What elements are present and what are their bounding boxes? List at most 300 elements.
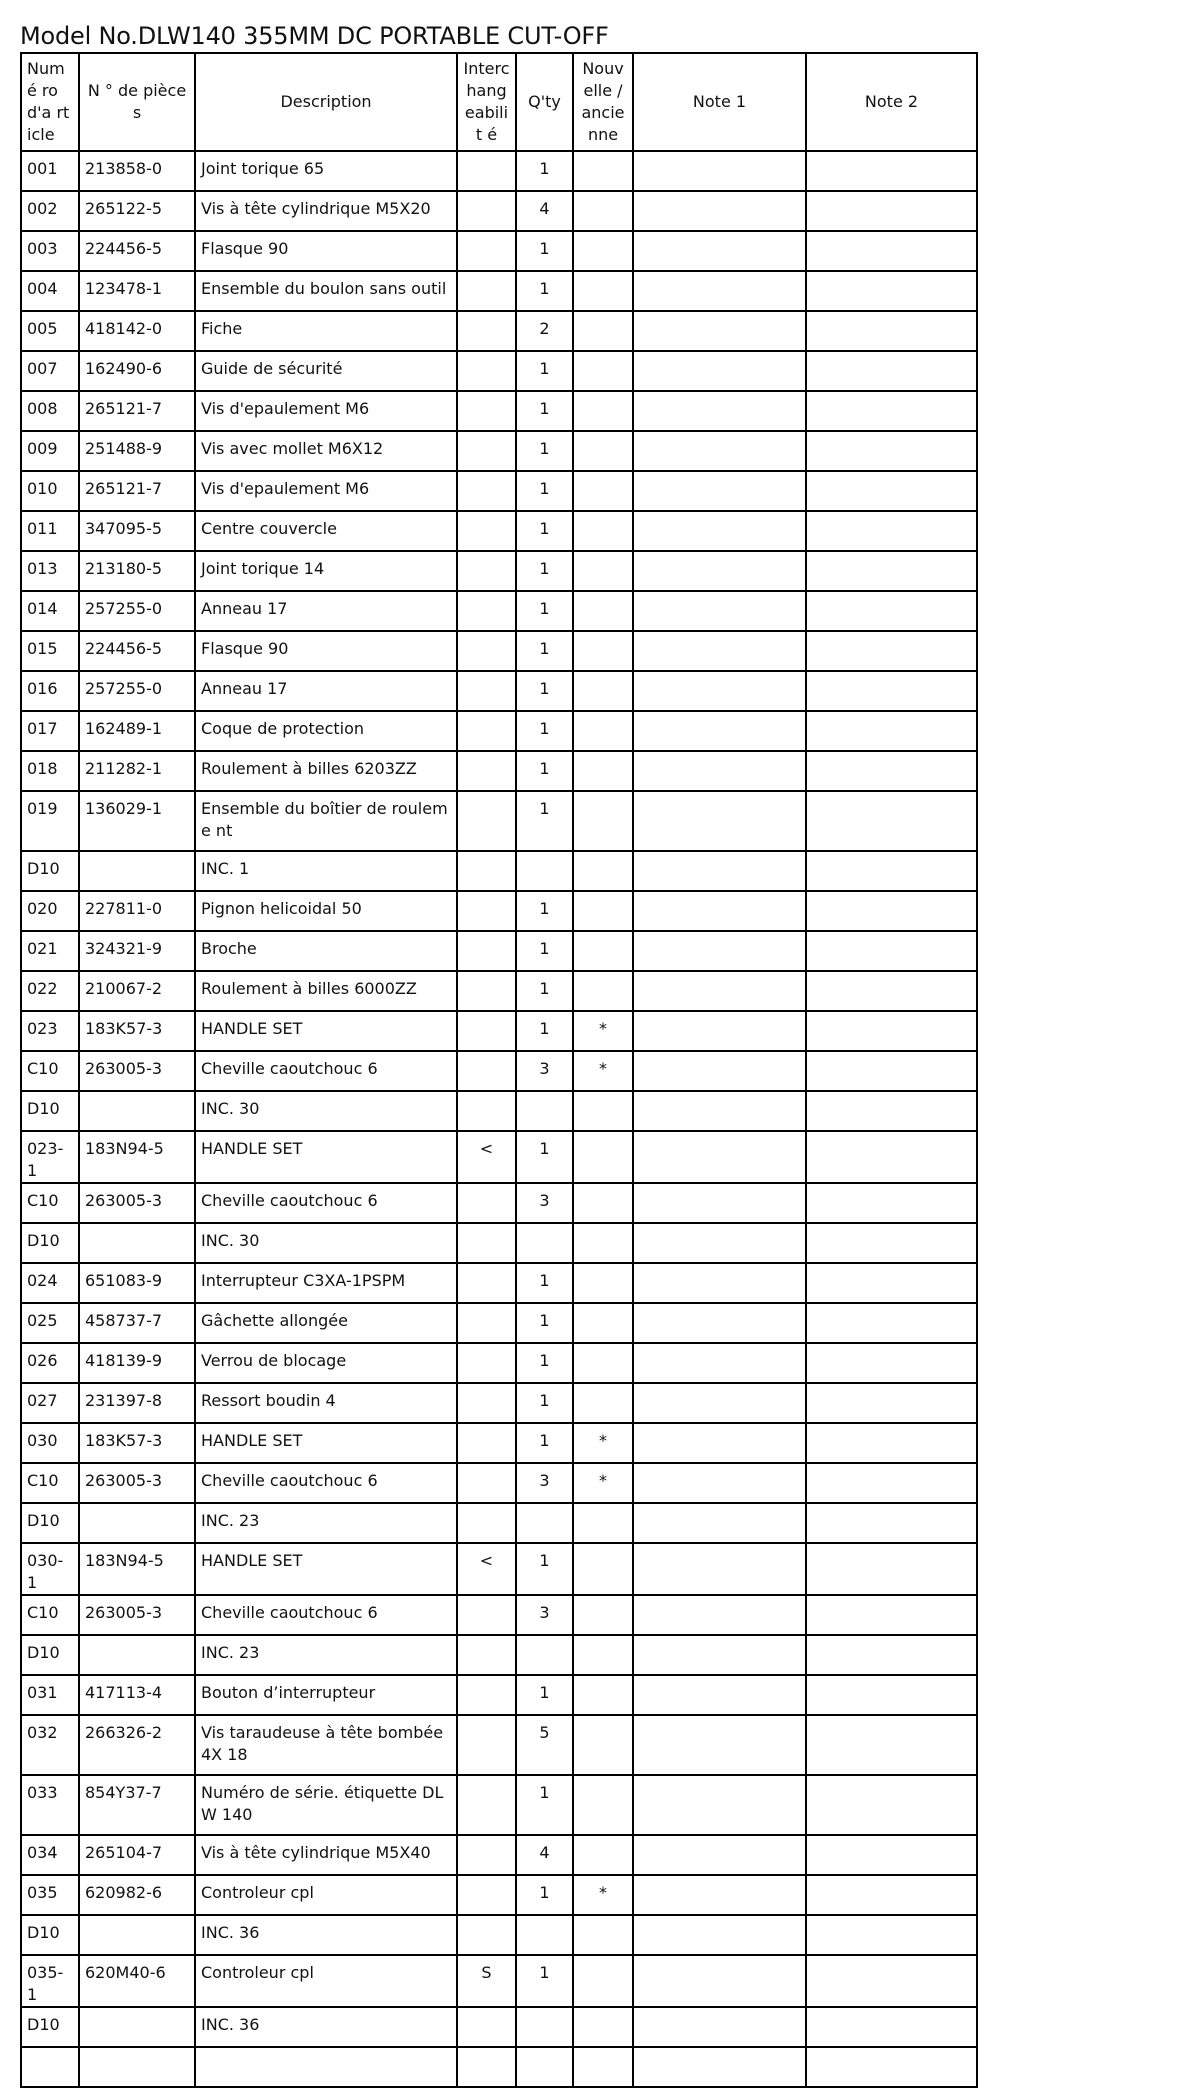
quantity-cell: 1 [516, 971, 573, 1011]
interchangeability-cell [457, 1091, 516, 1131]
new-old-cell: * [573, 1051, 633, 1091]
item-number-cell: 025 [21, 1303, 79, 1343]
part-number-cell: 418142-0 [79, 311, 195, 351]
part-number-cell [79, 1635, 195, 1675]
description-cell: Verrou de blocage [195, 1343, 457, 1383]
quantity-cell [516, 851, 573, 891]
description-cell: Vis à tête cylindrique M5X20 [195, 191, 457, 231]
table-row [21, 431, 977, 471]
quantity-cell: 1 [516, 1875, 573, 1915]
new-old-cell: * [573, 1423, 633, 1463]
note-1-cell [633, 1463, 806, 1503]
part-number-cell: 257255-0 [79, 591, 195, 631]
description-cell: Cheville caoutchouc 6 [195, 1051, 457, 1091]
quantity-cell: 3 [516, 1595, 573, 1635]
table-row [21, 231, 977, 271]
description-cell: Bouton d’interrupteur [195, 1675, 457, 1715]
item-number-cell: 017 [21, 711, 79, 751]
quantity-cell: 1 [516, 791, 573, 851]
item-number-cell: 035 [21, 1875, 79, 1915]
quantity-cell: 5 [516, 1715, 573, 1775]
description-cell: Numéro de série. étiquette DLW 140 [195, 1775, 457, 1835]
quantity-cell: 4 [516, 191, 573, 231]
note-1-cell [633, 591, 806, 631]
note-2-cell [806, 1131, 977, 1183]
note-2-cell [806, 1955, 977, 2007]
quantity-cell: 3 [516, 1183, 573, 1223]
quantity-cell: 2 [516, 311, 573, 351]
note-2-cell [806, 551, 977, 591]
new-old-cell [573, 1091, 633, 1131]
item-number-cell: 015 [21, 631, 79, 671]
note-1-cell [633, 1543, 806, 1595]
quantity-cell: 1 [516, 1775, 573, 1835]
description-cell: INC. 36 [195, 2007, 457, 2047]
description-cell: Ensemble du boulon sans outil [195, 271, 457, 311]
table-row [21, 791, 977, 851]
header-note-2: Note 2 [806, 53, 977, 151]
note-2-cell [806, 431, 977, 471]
quantity-cell: 3 [516, 1463, 573, 1503]
quantity-cell: 1 [516, 1263, 573, 1303]
table-row [21, 971, 977, 1011]
header-part-number: N ° de pièces [79, 53, 195, 151]
item-number-cell: 004 [21, 271, 79, 311]
note-1-cell [633, 1775, 806, 1835]
note-2-cell [806, 1091, 977, 1131]
header-new-old: Nouv elle / ancie nne [573, 53, 633, 151]
quantity-cell: 1 [516, 751, 573, 791]
interchangeability-cell [457, 1595, 516, 1635]
description-cell: Roulement à billes 6203ZZ [195, 751, 457, 791]
note-2-cell [806, 1343, 977, 1383]
note-2-cell [806, 971, 977, 1011]
description-cell: Ressort boudin 4 [195, 1383, 457, 1423]
interchangeability-cell [457, 671, 516, 711]
quantity-cell [516, 2047, 573, 2087]
new-old-cell [573, 1383, 633, 1423]
note-1-cell [633, 2007, 806, 2047]
item-number-cell: 023 [21, 1011, 79, 1051]
description-cell: Broche [195, 931, 457, 971]
table-row [21, 2047, 977, 2087]
part-number-cell [79, 2047, 195, 2087]
interchangeability-cell [457, 471, 516, 511]
table-row [21, 1423, 977, 1463]
note-2-cell [806, 391, 977, 431]
item-number-cell: 030 [21, 1423, 79, 1463]
new-old-cell [573, 791, 633, 851]
description-cell: Vis d'epaulement M6 [195, 391, 457, 431]
part-number-cell: 224456-5 [79, 231, 195, 271]
note-2-cell [806, 311, 977, 351]
note-1-cell [633, 191, 806, 231]
part-number-cell: 265122-5 [79, 191, 195, 231]
part-number-cell: 213180-5 [79, 551, 195, 591]
interchangeability-cell [457, 1183, 516, 1223]
table-row [21, 1051, 977, 1091]
item-number-cell: 016 [21, 671, 79, 711]
item-number-cell: 007 [21, 351, 79, 391]
table-row [21, 1303, 977, 1343]
description-cell: INC. 30 [195, 1223, 457, 1263]
description-cell: Roulement à billes 6000ZZ [195, 971, 457, 1011]
note-2-cell [806, 1543, 977, 1595]
note-1-cell [633, 1423, 806, 1463]
note-1-cell [633, 1343, 806, 1383]
interchangeability-cell [457, 1715, 516, 1775]
table-row [21, 591, 977, 631]
part-number-cell: 257255-0 [79, 671, 195, 711]
quantity-cell: 1 [516, 671, 573, 711]
interchangeability-cell [457, 1875, 516, 1915]
part-number-cell: 162490-6 [79, 351, 195, 391]
interchangeability-cell [457, 1343, 516, 1383]
note-2-cell [806, 2047, 977, 2087]
table-header-row [21, 53, 977, 151]
item-number-cell: 035-1 [21, 1955, 79, 2007]
note-1-cell [633, 471, 806, 511]
note-2-cell [806, 1595, 977, 1635]
note-1-cell [633, 1955, 806, 2007]
table-row [21, 1635, 977, 1675]
new-old-cell [573, 1503, 633, 1543]
new-old-cell [573, 1715, 633, 1775]
description-cell: Joint torique 14 [195, 551, 457, 591]
interchangeability-cell: S [457, 1955, 516, 2007]
note-2-cell [806, 1775, 977, 1835]
part-number-cell: 651083-9 [79, 1263, 195, 1303]
note-1-cell [633, 1835, 806, 1875]
quantity-cell: 1 [516, 1543, 573, 1595]
note-2-cell [806, 351, 977, 391]
note-2-cell [806, 1675, 977, 1715]
item-number-cell: C10 [21, 1595, 79, 1635]
item-number-cell: 030-1 [21, 1543, 79, 1595]
quantity-cell: 1 [516, 391, 573, 431]
interchangeability-cell [457, 751, 516, 791]
description-cell: Cheville caoutchouc 6 [195, 1463, 457, 1503]
item-number-cell: 020 [21, 891, 79, 931]
description-cell: Joint torique 65 [195, 151, 457, 191]
new-old-cell [573, 1775, 633, 1835]
note-2-cell [806, 1263, 977, 1303]
new-old-cell [573, 891, 633, 931]
quantity-cell: 1 [516, 1383, 573, 1423]
new-old-cell [573, 1183, 633, 1223]
table-row [21, 1503, 977, 1543]
item-number-cell: 013 [21, 551, 79, 591]
interchangeability-cell [457, 2007, 516, 2047]
note-2-cell [806, 1503, 977, 1543]
part-number-cell: 211282-1 [79, 751, 195, 791]
parts-table [20, 52, 978, 2088]
new-old-cell [573, 671, 633, 711]
new-old-cell: * [573, 1011, 633, 1051]
interchangeability-cell [457, 1011, 516, 1051]
item-number-cell: 014 [21, 591, 79, 631]
new-old-cell [573, 1915, 633, 1955]
description-cell: Vis d'epaulement M6 [195, 471, 457, 511]
part-number-cell: 183N94-5 [79, 1543, 195, 1595]
quantity-cell: 1 [516, 1011, 573, 1051]
description-cell: Gâchette allongée [195, 1303, 457, 1343]
part-number-cell [79, 1503, 195, 1543]
table-row [21, 1915, 977, 1955]
interchangeability-cell [457, 1223, 516, 1263]
note-2-cell [806, 1183, 977, 1223]
note-2-cell [806, 1915, 977, 1955]
description-cell: Coque de protection [195, 711, 457, 751]
new-old-cell [573, 1835, 633, 1875]
description-cell: Vis taraudeuse à tête bombée 4X 18 [195, 1715, 457, 1775]
quantity-cell [516, 1915, 573, 1955]
note-1-cell [633, 891, 806, 931]
item-number-cell: 024 [21, 1263, 79, 1303]
part-number-cell: 224456-5 [79, 631, 195, 671]
item-number-cell: C10 [21, 1183, 79, 1223]
interchangeability-cell [457, 191, 516, 231]
note-2-cell [806, 1463, 977, 1503]
quantity-cell: 1 [516, 1423, 573, 1463]
description-cell: HANDLE SET [195, 1131, 457, 1183]
item-number-cell: 033 [21, 1775, 79, 1835]
note-1-cell [633, 231, 806, 271]
note-2-cell [806, 751, 977, 791]
new-old-cell [573, 231, 633, 271]
new-old-cell [573, 971, 633, 1011]
interchangeability-cell [457, 1675, 516, 1715]
note-1-cell [633, 1875, 806, 1915]
interchangeability-cell [457, 151, 516, 191]
table-row [21, 751, 977, 791]
interchangeability-cell: < [457, 1131, 516, 1183]
part-number-cell: 417113-4 [79, 1675, 195, 1715]
interchangeability-cell [457, 711, 516, 751]
interchangeability-cell [457, 231, 516, 271]
table-row [21, 311, 977, 351]
note-2-cell [806, 231, 977, 271]
note-1-cell [633, 1131, 806, 1183]
header-interchangeability: Interc hang eabilit é [457, 53, 516, 151]
item-number-cell: 019 [21, 791, 79, 851]
quantity-cell [516, 2007, 573, 2047]
description-cell: INC. 23 [195, 1503, 457, 1543]
description-cell: HANDLE SET [195, 1543, 457, 1595]
table-row [21, 1091, 977, 1131]
table-row [21, 1775, 977, 1835]
new-old-cell [573, 1675, 633, 1715]
item-number-cell: D10 [21, 1091, 79, 1131]
part-number-cell: 854Y37-7 [79, 1775, 195, 1835]
new-old-cell [573, 191, 633, 231]
note-1-cell [633, 711, 806, 751]
new-old-cell [573, 1595, 633, 1635]
note-1-cell [633, 391, 806, 431]
description-cell: HANDLE SET [195, 1011, 457, 1051]
interchangeability-cell [457, 1383, 516, 1423]
table-row [21, 471, 977, 511]
part-number-cell [79, 851, 195, 891]
interchangeability-cell [457, 891, 516, 931]
item-number-cell: 021 [21, 931, 79, 971]
part-number-cell: 265104-7 [79, 1835, 195, 1875]
quantity-cell: 1 [516, 431, 573, 471]
table-row [21, 1875, 977, 1915]
quantity-cell: 1 [516, 271, 573, 311]
quantity-cell: 1 [516, 471, 573, 511]
note-2-cell [806, 511, 977, 551]
note-1-cell [633, 1635, 806, 1675]
interchangeability-cell [457, 791, 516, 851]
note-2-cell [806, 591, 977, 631]
interchangeability-cell [457, 1915, 516, 1955]
interchangeability-cell [457, 1635, 516, 1675]
new-old-cell: * [573, 1875, 633, 1915]
description-cell: HANDLE SET [195, 1423, 457, 1463]
note-2-cell [806, 711, 977, 751]
table-row [21, 851, 977, 891]
new-old-cell [573, 751, 633, 791]
note-1-cell [633, 1303, 806, 1343]
item-number-cell [21, 2047, 79, 2087]
part-number-cell: 263005-3 [79, 1051, 195, 1091]
interchangeability-cell [457, 1503, 516, 1543]
table-row [21, 351, 977, 391]
note-1-cell [633, 931, 806, 971]
table-row [21, 1131, 977, 1183]
quantity-cell: 1 [516, 1675, 573, 1715]
new-old-cell [573, 711, 633, 751]
note-2-cell [806, 1051, 977, 1091]
table-row [21, 1463, 977, 1503]
quantity-cell: 1 [516, 711, 573, 751]
page-title: Model No.DLW140 355MM DC PORTABLE CUT-OFF [20, 22, 609, 50]
quantity-cell: 1 [516, 931, 573, 971]
new-old-cell [573, 551, 633, 591]
quantity-cell: 1 [516, 631, 573, 671]
table-row [21, 1263, 977, 1303]
new-old-cell [573, 271, 633, 311]
item-number-cell: D10 [21, 851, 79, 891]
description-cell: Flasque 90 [195, 231, 457, 271]
part-number-cell: 227811-0 [79, 891, 195, 931]
quantity-cell: 1 [516, 351, 573, 391]
description-cell: Centre couvercle [195, 511, 457, 551]
table-row [21, 1343, 977, 1383]
part-number-cell [79, 1091, 195, 1131]
quantity-cell: 1 [516, 591, 573, 631]
part-number-cell: 183K57-3 [79, 1423, 195, 1463]
quantity-cell [516, 1091, 573, 1131]
item-number-cell: C10 [21, 1463, 79, 1503]
description-cell [195, 2047, 457, 2087]
new-old-cell [573, 1955, 633, 2007]
description-cell: Cheville caoutchouc 6 [195, 1183, 457, 1223]
note-1-cell [633, 751, 806, 791]
part-number-cell: 347095-5 [79, 511, 195, 551]
part-number-cell: 136029-1 [79, 791, 195, 851]
description-cell: INC. 23 [195, 1635, 457, 1675]
note-2-cell [806, 191, 977, 231]
part-number-cell: 210067-2 [79, 971, 195, 1011]
interchangeability-cell [457, 391, 516, 431]
table-row [21, 1543, 977, 1595]
new-old-cell [573, 431, 633, 471]
description-cell: Anneau 17 [195, 671, 457, 711]
new-old-cell [573, 391, 633, 431]
interchangeability-cell [457, 851, 516, 891]
note-1-cell [633, 2047, 806, 2087]
new-old-cell [573, 1131, 633, 1183]
part-number-cell: 620M40-6 [79, 1955, 195, 2007]
note-1-cell [633, 271, 806, 311]
part-number-cell: 251488-9 [79, 431, 195, 471]
interchangeability-cell [457, 271, 516, 311]
note-1-cell [633, 351, 806, 391]
description-cell: Controleur cpl [195, 1955, 457, 2007]
note-2-cell [806, 151, 977, 191]
note-1-cell [633, 151, 806, 191]
part-number-cell [79, 1223, 195, 1263]
header-description: Description [195, 53, 457, 151]
item-number-cell: 010 [21, 471, 79, 511]
note-2-cell [806, 471, 977, 511]
interchangeability-cell [457, 551, 516, 591]
quantity-cell [516, 1635, 573, 1675]
part-number-cell: 418139-9 [79, 1343, 195, 1383]
note-2-cell [806, 1835, 977, 1875]
table-row [21, 1223, 977, 1263]
note-2-cell [806, 1715, 977, 1775]
new-old-cell [573, 1223, 633, 1263]
table-row [21, 1835, 977, 1875]
interchangeability-cell [457, 351, 516, 391]
table-row [21, 1715, 977, 1775]
note-2-cell [806, 1875, 977, 1915]
part-number-cell: 263005-3 [79, 1463, 195, 1503]
item-number-cell: 022 [21, 971, 79, 1011]
quantity-cell: 1 [516, 1303, 573, 1343]
note-2-cell [806, 1303, 977, 1343]
part-number-cell: 458737-7 [79, 1303, 195, 1343]
interchangeability-cell [457, 511, 516, 551]
item-number-cell: 002 [21, 191, 79, 231]
part-number-cell [79, 1915, 195, 1955]
item-number-cell: D10 [21, 1635, 79, 1675]
new-old-cell: * [573, 1463, 633, 1503]
interchangeability-cell [457, 631, 516, 671]
new-old-cell [573, 1263, 633, 1303]
description-cell: Controleur cpl [195, 1875, 457, 1915]
table-row [21, 931, 977, 971]
note-2-cell [806, 671, 977, 711]
note-1-cell [633, 431, 806, 471]
table-row [21, 1955, 977, 2007]
note-1-cell [633, 1503, 806, 1543]
quantity-cell: 1 [516, 231, 573, 271]
note-1-cell [633, 1675, 806, 1715]
item-number-cell: 027 [21, 1383, 79, 1423]
item-number-cell: 001 [21, 151, 79, 191]
note-1-cell [633, 791, 806, 851]
note-2-cell [806, 1011, 977, 1051]
new-old-cell [573, 471, 633, 511]
header-item-number: Numé ro d'a rticle [21, 53, 79, 151]
note-1-cell [633, 1715, 806, 1775]
quantity-cell [516, 1503, 573, 1543]
quantity-cell [516, 1223, 573, 1263]
